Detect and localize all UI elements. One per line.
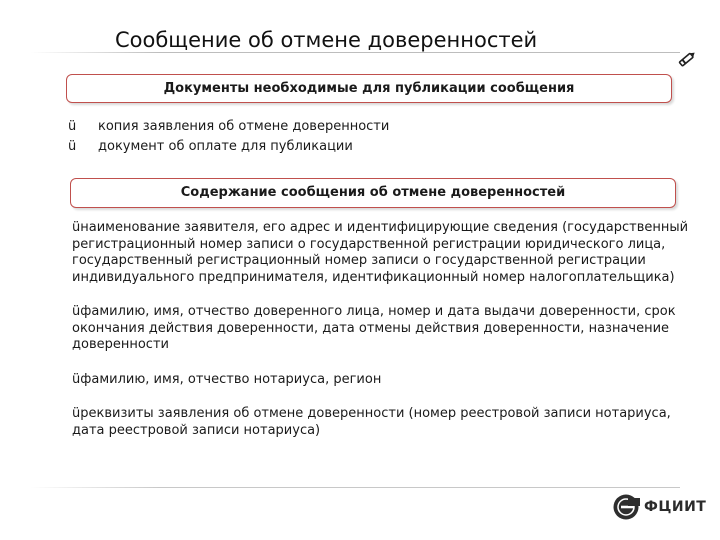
check-mark-icon: ü [72,220,81,235]
list-item [72,220,692,286]
list-item-text: фамилию, имя, отчество нотариуса, регион [80,371,382,387]
list-item [68,137,389,157]
fciit-logo-icon [612,493,640,521]
list-item [72,304,692,354]
list-item [68,117,389,137]
title-divider [30,52,680,53]
logo-text: ФЦИИТ [644,499,707,515]
check-mark-icon: ü [68,139,77,154]
check-mark-icon: ü [72,371,81,387]
list-item [72,406,692,439]
section-heading-content: Содержание сообщения об отмене доверенностей [70,178,676,208]
footer-logo [612,492,706,522]
check-mark-icon: ü [68,119,77,134]
list-item-text: наименование заявителя, его адрес и идентифицирующие сведения (государственный регистрационный номер записи о государственной регистрации юридического лица, государственный регистрационный номер записи о государственной регистрации индивидуального предпринимателя, идентификационный номер налогоплательщика) [72,220,689,285]
pen-icon [676,48,698,70]
list-item-text: копия заявления об отмене доверенности [98,119,390,134]
content-list [72,220,692,457]
footer-divider [30,487,680,488]
slide-title: Сообщение об отмене доверенностей [115,28,538,52]
check-mark-icon: ü [72,304,81,319]
check-mark-icon: ü [72,406,81,421]
list-item [72,372,692,389]
documents-checklist [68,117,389,157]
list-item-text: документ об оплате для публикации [98,139,353,154]
list-item-text: реквизиты заявления об отмене доверенности (номер реестровой записи нотариуса, дата реестровой записи нотариуса) [72,406,671,438]
section-heading-documents: Документы необходимые для публикации сообщения [66,74,672,103]
list-item-text: фамилию, имя, отчество доверенного лица, номер и дата выдачи доверенности, срок окончания действия доверенности, дата отмены действия доверенности, назначение доверенности [72,304,676,352]
